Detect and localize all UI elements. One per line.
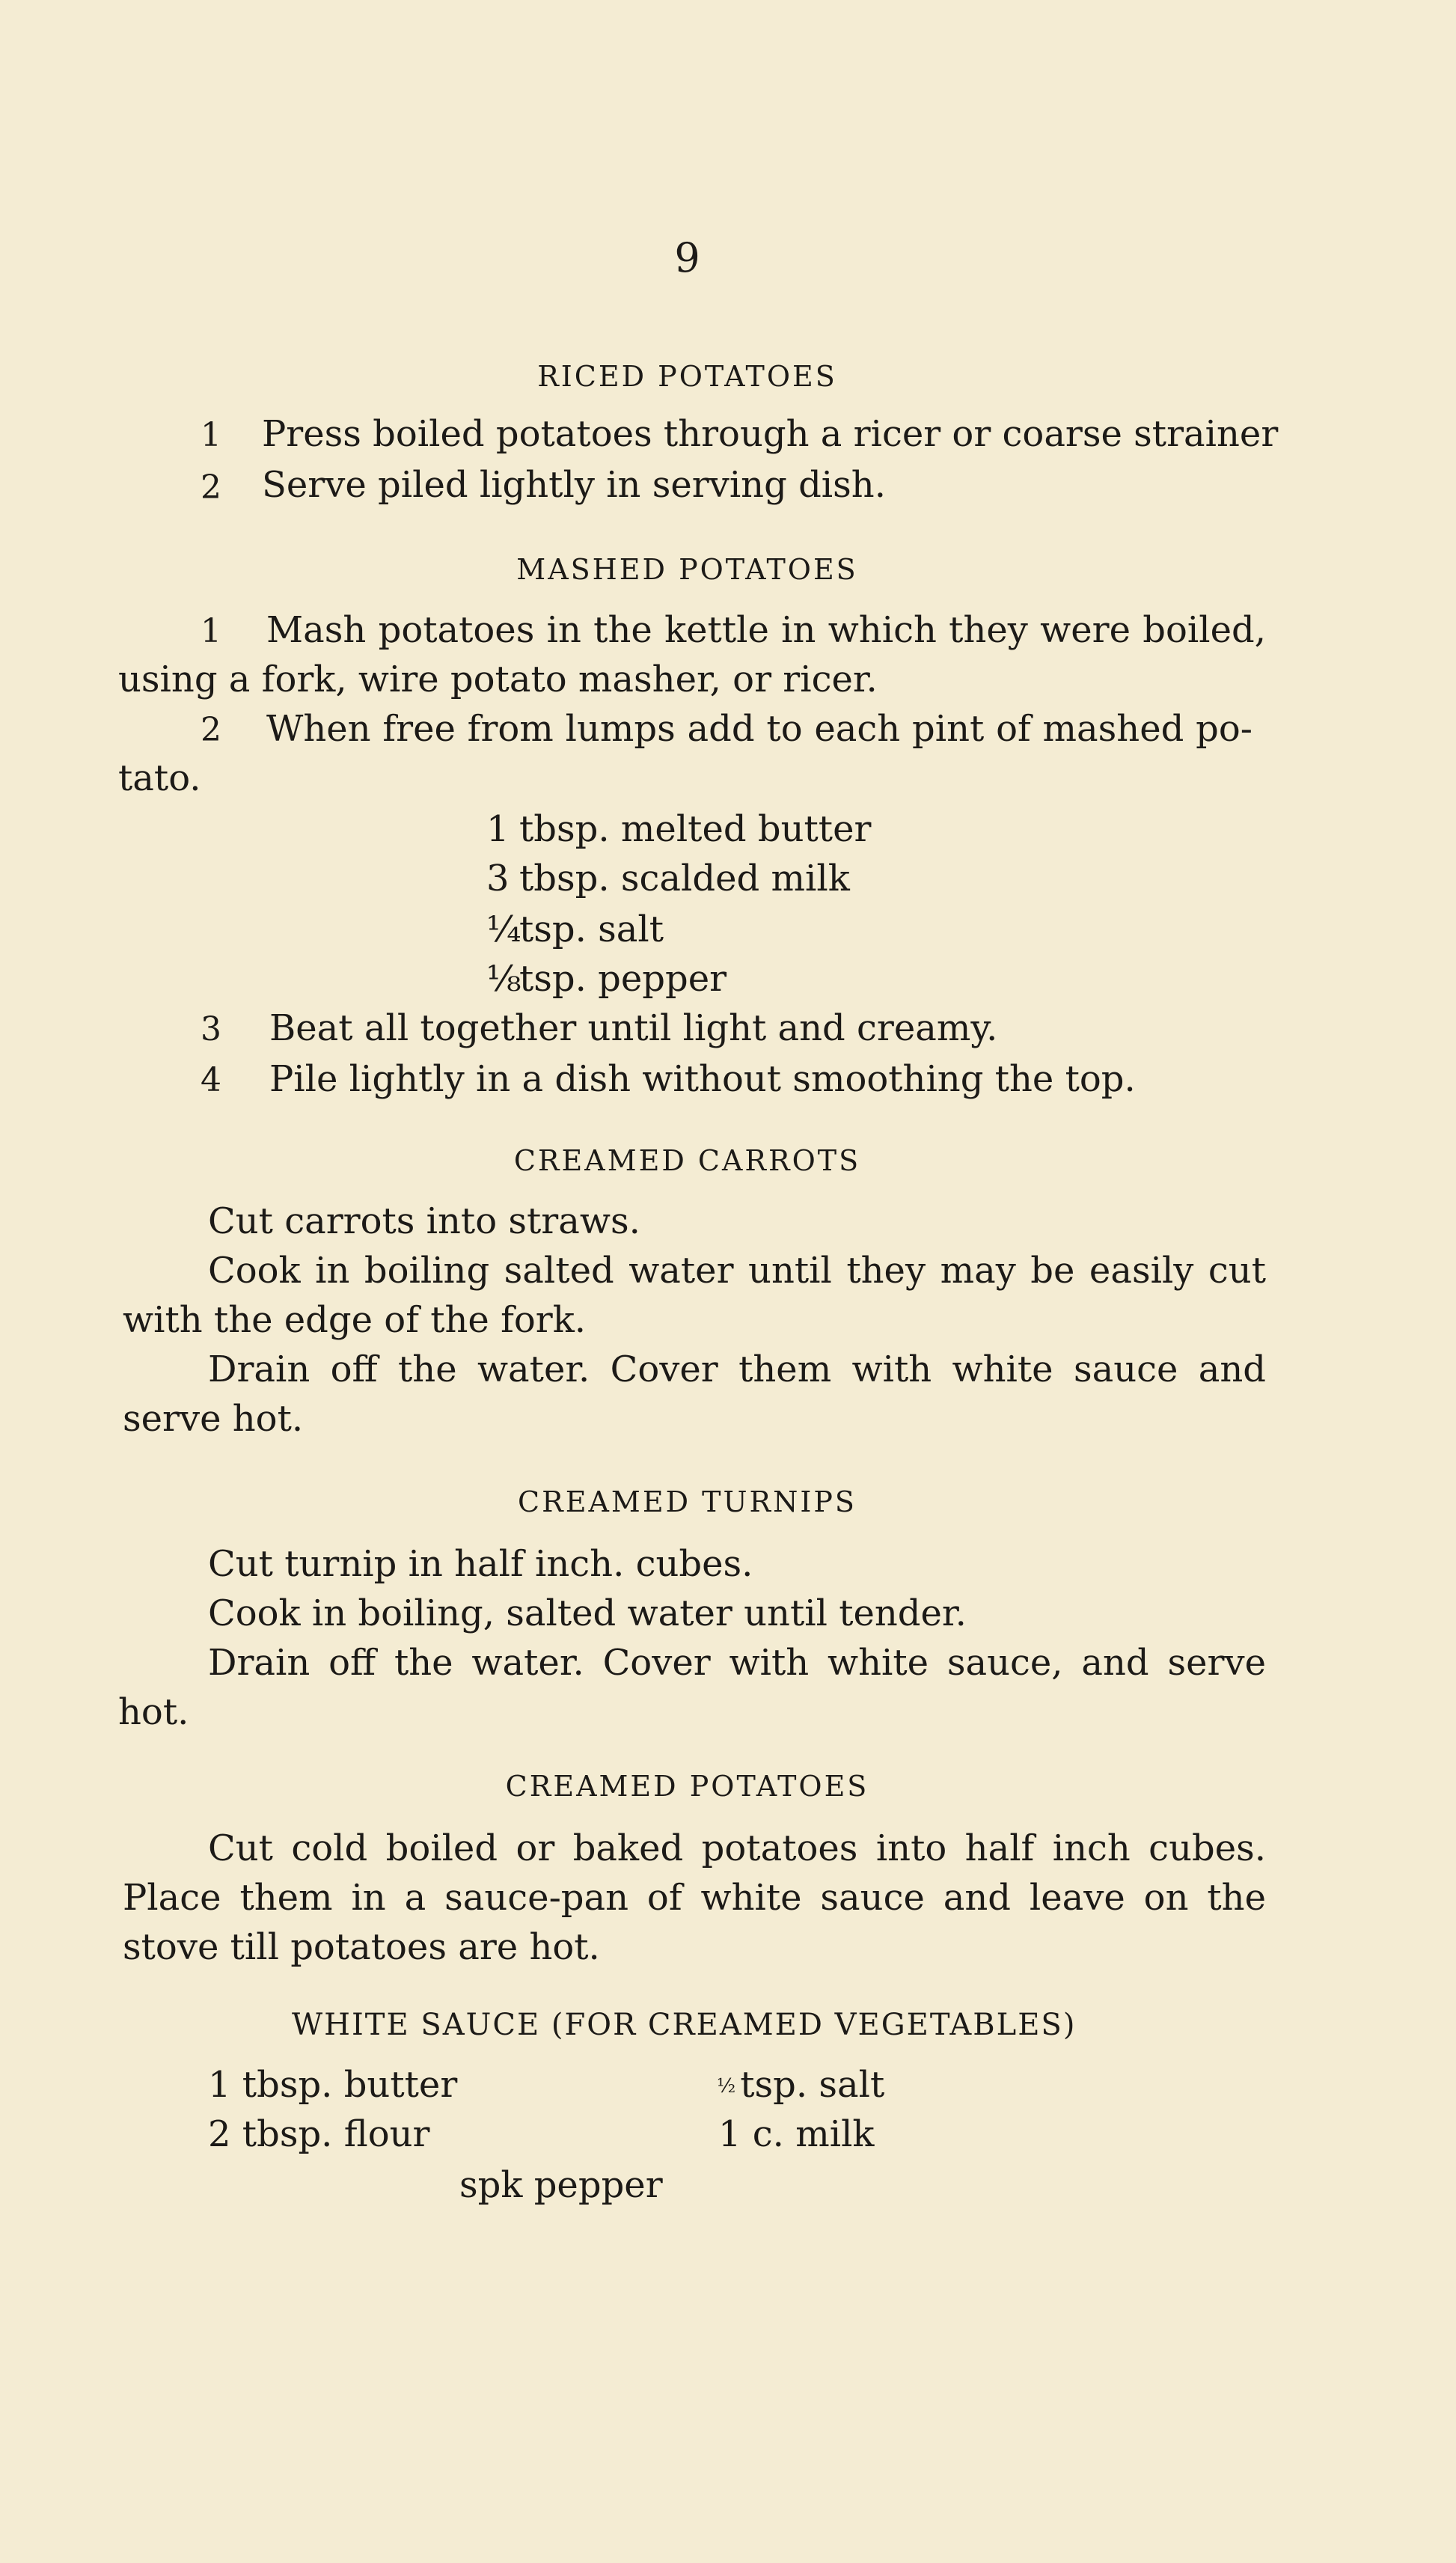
heading-creamed-carrots: CREAMED CARROTS — [513, 1144, 861, 1177]
step-text: Press boiled potatoes through a ricer or coarse strainer — [262, 413, 1279, 455]
ingredient-qty: ¼ — [486, 908, 521, 950]
step-text: Serve piled lightly in serving dish. — [262, 464, 886, 506]
step-number: 4 — [201, 1061, 221, 1099]
heading-riced-potatoes: RICED POTATOES — [537, 360, 837, 393]
paragraph-text: Place them in a sauce-pan of white sauce and leave on the — [123, 1877, 1266, 1919]
ingredient-qty: 1 — [486, 808, 510, 850]
ingredient-qty: ⅛ — [486, 958, 521, 1000]
step-number: 2 — [201, 468, 221, 507]
paragraph-text: Cook in boiling salted water until they may be easily cut — [208, 1250, 1266, 1292]
step-number: 2 — [201, 711, 221, 749]
ingredient-text: tsp. pepper — [519, 958, 727, 1000]
step-text-continued: tato. — [118, 757, 201, 799]
ingredient-text: tsp. salt — [519, 908, 664, 950]
step-text: Beat all together until light and creamy. — [269, 1007, 998, 1049]
paragraph-text: Drain off the water. Cover with white sauce, and serve — [208, 1642, 1266, 1684]
step-number: 1 — [201, 612, 221, 650]
paragraph-text: Cook in boiling, salted water until tender. — [208, 1592, 967, 1634]
step-number: 3 — [201, 1010, 221, 1048]
ingredient-text: 1 tbsp. butter — [208, 2064, 458, 2106]
paragraph-text: Cut cold boiled or baked potatoes into half inch cubes. — [208, 1827, 1266, 1869]
step-text: Mash potatoes in the kettle in which they were boiled, — [266, 609, 1266, 651]
ingredient-text: tbsp. melted butter — [519, 808, 872, 850]
page-number: 9 — [674, 234, 700, 281]
step-text-continued: using a fork, wire potato masher, or ricer. — [118, 659, 878, 700]
heading-white-sauce: WHITE SAUCE (FOR CREAMED VEGETABLES) — [292, 2008, 1077, 2042]
step-number: 1 — [201, 416, 221, 454]
paragraph-text-continued: with the edge of the fork. — [123, 1299, 587, 1341]
heading-creamed-potatoes: CREAMED POTATOES — [505, 1770, 869, 1803]
paragraph-text-continued: hot. — [118, 1691, 189, 1733]
paragraph-text: Drain off the water. Cover them with white sauce and — [208, 1348, 1266, 1390]
ingredient-text: spk pepper — [459, 2164, 663, 2206]
ingredient-text: tsp. salt — [740, 2064, 885, 2106]
ingredient-qty: 3 — [486, 858, 510, 899]
paragraph-text-continued: serve hot. — [123, 1398, 304, 1440]
ingredient-text: 1 c. milk — [718, 2113, 875, 2155]
fraction: ½ — [717, 2075, 736, 2098]
ingredient-text: tbsp. scalded milk — [519, 858, 850, 899]
ingredient-text: 2 tbsp. flour — [208, 2113, 430, 2155]
ingredient-text — [717, 2064, 885, 2106]
heading-mashed-potatoes: MASHED POTATOES — [516, 553, 858, 586]
paragraph-text: Cut carrots into straws. — [208, 1200, 640, 1242]
heading-creamed-turnips: CREAMED TURNIPS — [518, 1485, 857, 1518]
step-text: When free from lumps add to each pint of mashed po- — [266, 708, 1252, 750]
paragraph-text: Cut turnip in half inch. cubes. — [208, 1543, 753, 1585]
paragraph-text: stove till potatoes are hot. — [123, 1926, 600, 1968]
step-text: Pile lightly in a dish without smoothing the top. — [269, 1058, 1136, 1100]
